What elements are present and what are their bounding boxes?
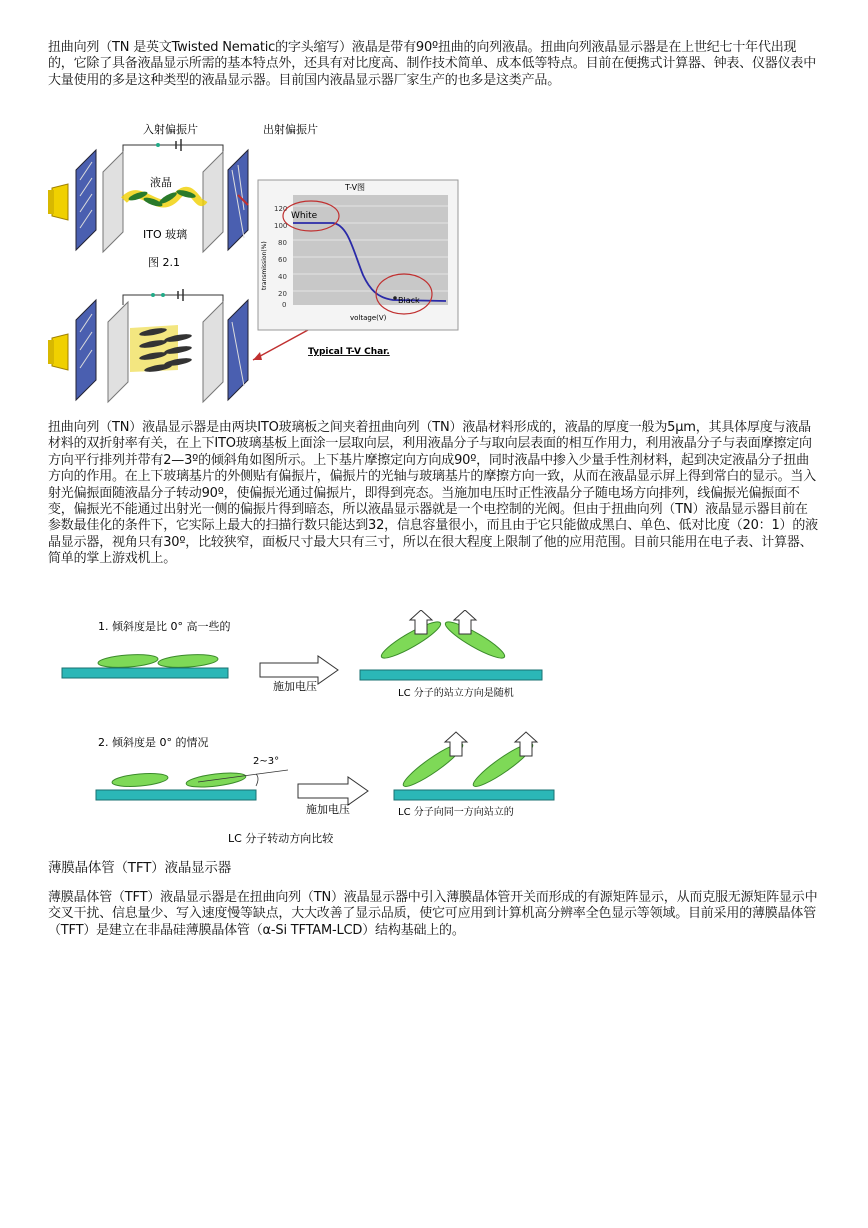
arrow-icon: [298, 777, 368, 805]
y-tick: 120: [274, 205, 288, 213]
figure-caption: 图 2.1: [148, 256, 180, 269]
case1-title: 1. 倾斜度是比 0° 高一些的: [98, 620, 231, 633]
y-axis-label: transmission(%): [261, 241, 268, 290]
tn-lcd-diagram: [48, 110, 608, 410]
lc-tilt-diagram: [48, 610, 568, 855]
y-tick: 80: [278, 239, 287, 247]
substrate: [62, 668, 228, 678]
tft-heading: 薄膜晶体管（TFT）液晶显示器: [48, 860, 232, 876]
tft-paragraph: 薄膜晶体管（TFT）液晶显示器是在扭曲向列（TN）液晶显示器中引入薄膜晶体管开关而形成的有源矩阵显示，从而克服无源矩阵显示中交叉干扰、信息量少、写入速度慢等缺点，大大改善了显示品质，使它可应用到计算机高分辨率全色显示等领域。目前采用的薄膜晶体管（TFT）是建立在非晶硅薄膜晶体管（α-Si TFTAM-LCD）结构基础上的。: [48, 890, 818, 938]
incident-polarizer-label: 入射偏振片: [143, 123, 198, 136]
exit-polarizer-label: 出射偏振片: [263, 123, 318, 136]
white-label: White: [291, 211, 318, 221]
tn-structure-paragraph: 扭曲向列（TN）液晶显示器是由两块ITO玻璃板之间夹着扭曲向列（TN）液晶材料形成的，液晶的厚度一般为5μm，其具体厚度与液晶材料的双折射率有关，在上下ITO玻璃基板上面涂一层取向层，利用液晶分子与取向层表面的相互作用力，利用液晶分子与表面摩擦定向方向平行排列并带有2—3º的倾斜角如图所示。上下基片摩擦定向方向成90º，同时液晶中掺入少量手性剂材料，起到决定液晶分子扭曲方向的作用。在上下玻璃基片的外侧贴有偏振片，偏振片的光轴与玻璃基片的摩擦方向一致，从而在液晶显示屏上得到常白的显示。当入射光偏振面随液晶分子转动90º，使偏振光通过偏振片，即得到亮态。当施加电压时正性液晶分子随电场方向排列，线偏振光偏振面不变，偏振光不能通过出射光一侧的偏振片得到暗态，所以液晶显示器就是一个电控制的光阀。但由于扭曲向列（TN）液晶显示器目前在参数最佳化的条件下，它实际上最大的扫描行数只能达到32，信息容量很小，而且由于它只能做成黑白、单色、低对比度（20：1）的液晶显示器，视角只有30º，比较狭窄，面板尺寸最大只有三寸，所以在很大程度上限制了他的应用范围。目前只能用在电子表、计算器、简单的掌上游戏机上。: [48, 420, 818, 567]
light-source-icon: [52, 184, 68, 220]
y-tick: 0: [282, 301, 287, 309]
y-tick: 20: [278, 290, 287, 298]
liquid-crystal-label: 液晶: [150, 176, 172, 189]
case2-title: 2. 倾斜度是 0° 的情况: [98, 736, 209, 749]
apply-voltage-label-2: 施加电压: [306, 803, 350, 816]
incident-polarizer-plate: [76, 150, 96, 250]
tv-characteristic-chart: [258, 180, 458, 357]
tn-lcd-structure-figure: [48, 110, 608, 410]
apply-voltage-label-1: 施加电压: [273, 680, 317, 693]
ito-glass-plate-left: [103, 152, 123, 252]
y-tick: 100: [274, 222, 288, 230]
switch-dot: [156, 143, 160, 147]
y-tick: 40: [278, 273, 287, 281]
angle-label: 2~3°: [253, 756, 280, 767]
figure2-footer: LC 分子转动方向比较: [228, 832, 334, 845]
ito-glass-label: ITO 玻璃: [143, 228, 188, 241]
light-source-icon-lower: [52, 334, 68, 370]
result-label-2: LC 分子向同一方向站立的: [398, 807, 514, 818]
graph-caption: Typical T-V Char.: [308, 347, 390, 357]
intro-paragraph: 扭曲向列（TN 是英文Twisted Nematic的字头缩写）液晶是带有90º扭曲的向列液晶。扭曲向列液晶显示器是在上世纪七十年代出现的，它除了具备液晶显示所需的基本特点外，还具有对比度高、制作技术简单、成本低等特点。目前在便携式计算器、钟表、仪器仪表中大量使用的多是这种类型的液晶显示器。目前国内液晶显示器厂家生产的也多是这类产品。: [48, 40, 817, 88]
result-label-1: LC 分子的站立方向是随机: [398, 688, 514, 699]
graph-title: T-V图: [345, 183, 366, 192]
black-label: Black: [398, 296, 420, 305]
lc-tilt-angle-figure: [48, 610, 568, 855]
x-axis-label: voltage(V): [350, 314, 387, 322]
y-tick: 60: [278, 256, 287, 264]
